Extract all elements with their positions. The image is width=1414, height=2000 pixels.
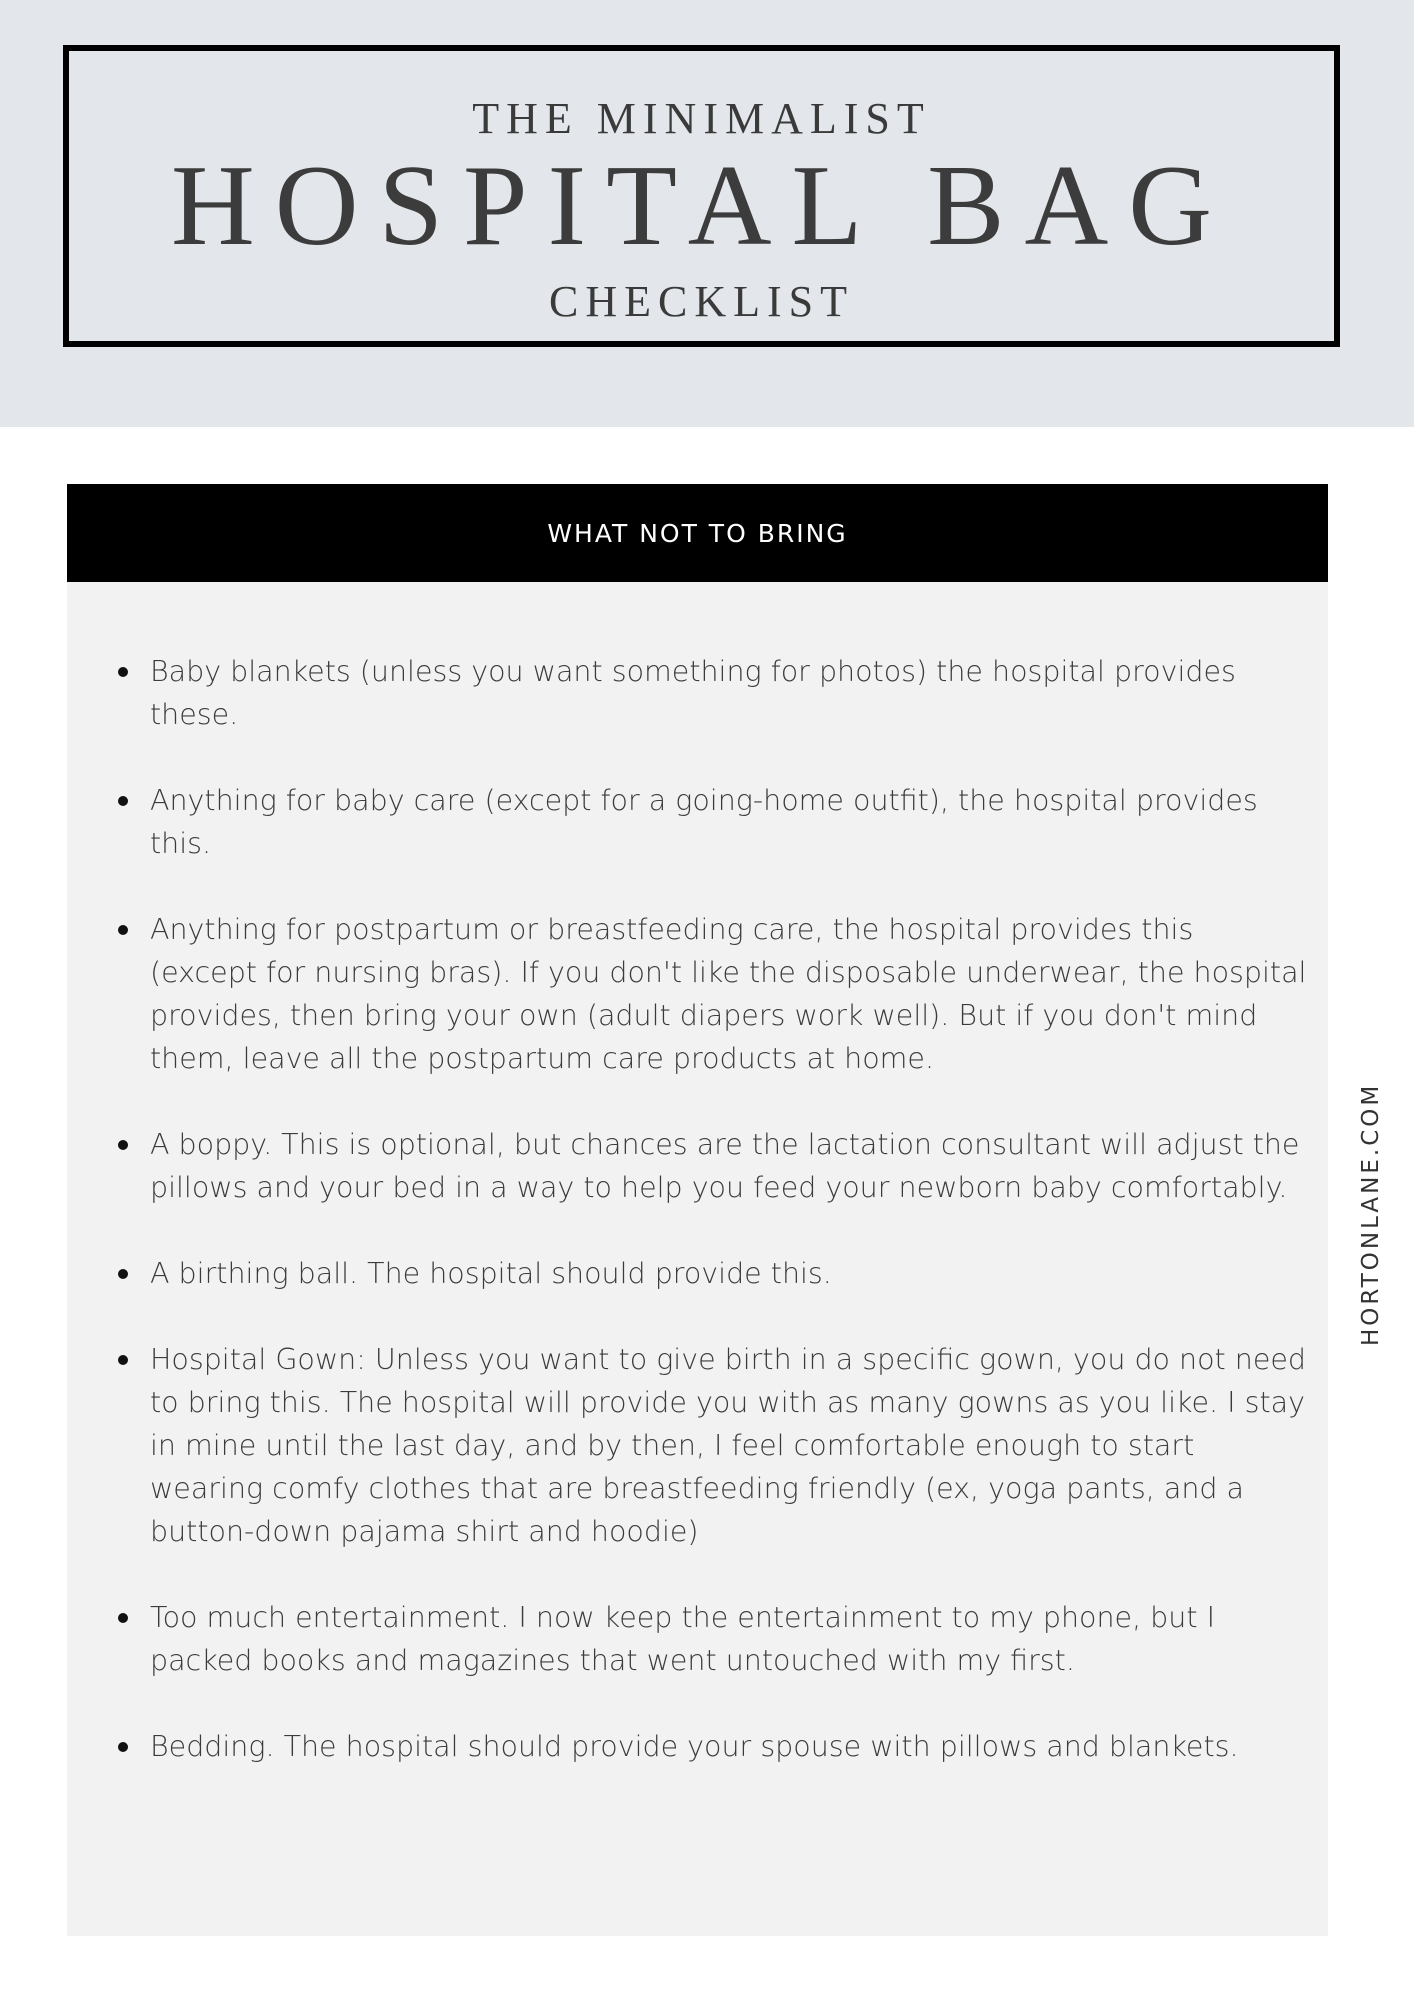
- bullet-icon: [118, 667, 128, 677]
- list-item-text: Hospital Gown: Unless you want to give birth in a specific gown, you do not need to bring this. The hospital will provide you with as many gowns as you like. I stay in mine until the last day, and by then, I feel comfortable enough to start wearing comfy clothes that are breastfeeding friendly (ex, yoga pants, and a button-down pajama shirt and hoodie): [150, 1343, 1307, 1548]
- bullet-icon: [118, 1742, 128, 1752]
- page-title: HOSPITAL BAG: [170, 142, 1232, 270]
- list-item: [150, 908, 1308, 1080]
- bullet-icon: [118, 1140, 128, 1150]
- list-item: [150, 1338, 1308, 1553]
- list-item: [150, 1596, 1308, 1682]
- list-item: [150, 650, 1308, 736]
- header-band: [0, 0, 1414, 427]
- list-item-text: A boppy. This is optional, but chances are the lactation consultant will adjust the pillows and your bed in a way to help you feed your newborn baby comfortably.: [150, 1128, 1300, 1204]
- title-frame: [63, 45, 1340, 347]
- title-bottom: CHECKLIST: [549, 277, 854, 326]
- list-item: [150, 1123, 1308, 1209]
- bullet-icon: [118, 796, 128, 806]
- list-item: [150, 1725, 1308, 1768]
- list-item-text: Baby blankets (unless you want something for photos) the hospital provides these.: [150, 655, 1236, 731]
- list-item: [150, 779, 1308, 865]
- bullet-icon: [118, 1269, 128, 1279]
- list-item-text: Anything for baby care (except for a going-home outfit), the hospital provides this.: [150, 784, 1258, 860]
- checklist: [67, 582, 1328, 1768]
- section-heading: WHAT NOT TO BRING: [67, 484, 1328, 582]
- side-label-text: HORTONLANE.COM: [1358, 1082, 1384, 1346]
- list-item-text: A birthing ball. The hospital should provide this.: [150, 1257, 832, 1290]
- bullet-icon: [118, 1613, 128, 1623]
- list-item-text: Too much entertainment. I now keep the entertainment to my phone, but I packed books and magazines that went untouched with my first.: [150, 1601, 1215, 1677]
- bullet-icon: [118, 1355, 128, 1365]
- list-item: [150, 1252, 1308, 1295]
- list-item-text: Anything for postpartum or breastfeeding care, the hospital provides this (except for nursing bras). If you don't like the disposable underwear, the hospital provides, then bring your own (adult diapers work well). But if you don't mind them, leave all the postpartum care products at home.: [150, 913, 1307, 1075]
- what-not-to-bring-section: [67, 484, 1328, 1936]
- bullet-icon: [118, 925, 128, 935]
- title-top: THE MINIMALIST: [472, 94, 931, 143]
- list-item-text: Bedding. The hospital should provide your spouse with pillows and blankets.: [150, 1730, 1239, 1763]
